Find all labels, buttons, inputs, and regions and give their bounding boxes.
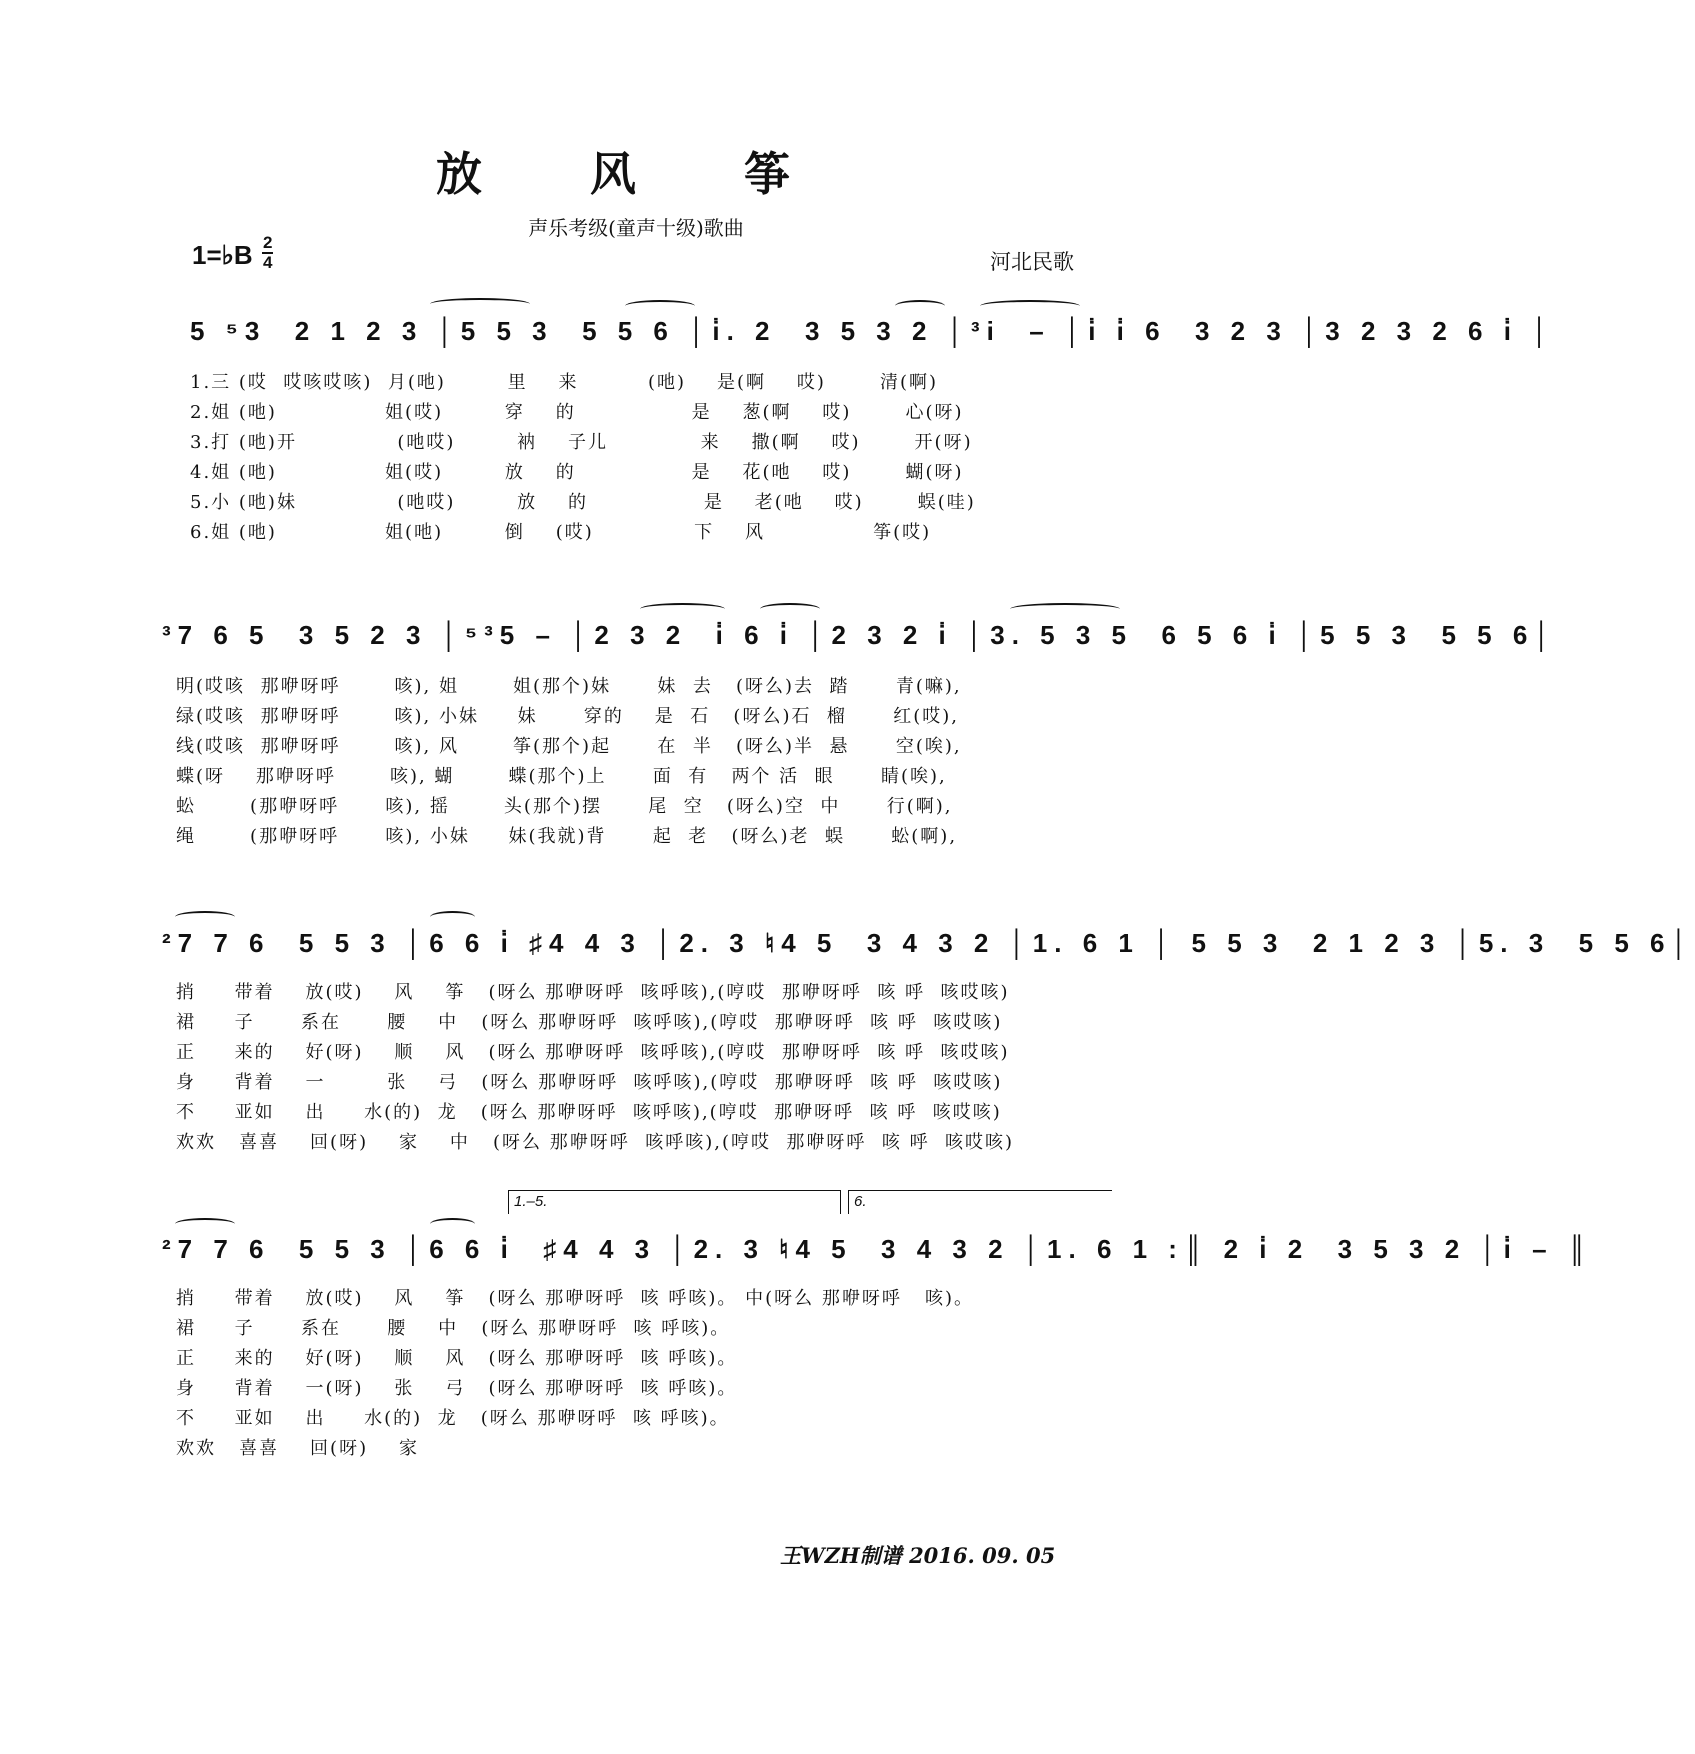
slur-arc (895, 300, 945, 312)
slur-arc (430, 911, 475, 923)
volta-1-bracket (508, 1190, 509, 1214)
volta-1-end (840, 1190, 841, 1214)
system-2-lyric-4: 蝶(呀 那咿呀呼 咳), 蝴 蝶(那个)上 面 有 两个 活 眼 睛(唉), (176, 766, 947, 787)
key-signature: 1=♭B (192, 240, 253, 270)
system-4-lyric-5: 不 亚如 出 水(的) 龙 (呀么 那咿呀呼 咳 呼咳)。 (176, 1408, 730, 1429)
slur-arc (430, 1218, 475, 1230)
system-4-lyric-1: 捎 带着 放(哎) 风 筝 (呀么 那咿呀呼 咳 呼咳)。 中(呀么 那咿呀呼 咳)。 (176, 1288, 975, 1309)
system-3-lyric-6: 欢欢 喜喜 回(呀) 家 中 (呀么 那咿呀呼 咳呼咳),(哼哎 那咿呀呼 咳 呼 咳哎咳) (176, 1132, 1015, 1153)
volta-2-line (848, 1190, 1112, 1191)
system-1-lyric-5: 5.小 (吔)妹 (吔哎) 放 的 是 老(吔 哎) 蜈(哇) (190, 492, 976, 513)
system-1-lyric-6: 6.姐 (吔) 姐(吔) 倒 (哎) 下 风 筝(哎) (190, 522, 932, 543)
system-4-lyric-3: 正 来的 好(呀) 顺 风 (呀么 那咿呀呼 咳 呼咳)。 (176, 1348, 738, 1369)
page-title: 放 风 筝 (435, 147, 837, 201)
slur-arc (175, 1218, 235, 1230)
system-2-lyric-3: 线(哎咳 那咿呀呼 咳), 风 筝(那个)起 在 半 (呀么)半 悬 空(唉), (176, 736, 962, 757)
time-signature-top: 2 (263, 233, 273, 252)
system-2-lyric-5: 蚣 (那咿呀呼 咳), 摇 头(那个)摆 尾 空 (呀么)空 中 行(啊), (176, 796, 953, 817)
system-3-lyric-3: 正 来的 好(呀) 顺 风 (呀么 那咿呀呼 咳呼咳),(哼哎 那咿呀呼 咳 呼 咳哎咳) (176, 1042, 1010, 1063)
time-signature-bottom: 4 (263, 253, 273, 272)
system-2-lyric-1: 明(哎咳 那咿呀呼 咳), 姐 姐(那个)妹 妹 去 (呀么)去 踏 青(嘛), (176, 676, 962, 697)
system-3-lyric-1: 捎 带着 放(哎) 风 筝 (呀么 那咿呀呼 咳呼咳),(哼哎 那咿呀呼 咳 呼 咳哎咳) (176, 982, 1010, 1003)
volta-1-line (508, 1190, 840, 1191)
volta-2-bracket (848, 1190, 849, 1214)
system-4-lyric-2: 裙 子 系在 腰 中 (呀么 那咿呀呼 咳 呼咳)。 (176, 1318, 731, 1339)
volta-1-label: 1.–5. (514, 1193, 548, 1210)
system-4-lyric-4: 身 背着 一(呀) 张 弓 (呀么 那咿呀呼 咳 呼咳)。 (176, 1378, 738, 1399)
system-2-lyric-6: 绳 (那咿呀呼 咳), 小妹 妹(我就)背 起 老 (呀么)老 蜈 蚣(啊), (176, 826, 958, 847)
slur-arc (175, 911, 235, 923)
system-3-notes: ²7 7 6 5 5 3 │6 6 i̇ ♯4 4 3 │2. 3 ♮4 5 3 4 3 2 │1. 6 1 │ 5 5 3 2 1 2 3 │5. 3 5 5 6│ (162, 928, 1695, 958)
slur-arc (760, 603, 820, 615)
slur-arc (640, 603, 725, 615)
slur-arc (1010, 603, 1120, 615)
slur-arc (625, 300, 695, 312)
system-1-notes: 5 ⁵3 2 1 2 3 │5 5 3 5 5 6 │i̇. 2 3 5 3 2 │³i – │i̇ i̇ 6 3 2 3 │3 2 3 2 6 i̇ │ (190, 316, 1556, 346)
system-1-lyric-1: 1.三 (哎 哎咳哎咳) 月(吔) 里 来 (吔) 是(啊 哎) 清(啊) (190, 372, 938, 393)
slur-arc (430, 298, 530, 310)
time-signature (262, 234, 273, 272)
credit: 王WZH制谱 2016. 09. 05 (780, 1543, 1056, 1568)
subtitle: 声乐考级(童声十级)歌曲 (528, 216, 744, 240)
system-1-lyric-3: 3.打 (吔)开 (吔哎) 衲 子儿 来 撒(啊 哎) 开(呀) (190, 432, 973, 453)
system-1-lyric-2: 2.姐 (吔) 姐(哎) 穿 的 是 葱(啊 哎) 心(呀) (190, 402, 964, 423)
slur-arc (980, 300, 1080, 312)
system-2-notes: ³7 6 5 3 5 2 3 │⁵³5 – │2 3 2 i̇ 6 i̇ │2 3 2 i̇ │3. 5 3 5 6 5 6 i̇ │5 5 3 5 5 6│ (162, 620, 1558, 650)
volta-2-label: 6. (854, 1193, 867, 1210)
system-3-lyric-5: 不 亚如 出 水(的) 龙 (呀么 那咿呀呼 咳呼咳),(哼哎 那咿呀呼 咳 呼 咳哎咳) (176, 1102, 1002, 1123)
system-3-lyric-2: 裙 子 系在 腰 中 (呀么 那咿呀呼 咳呼咳),(哼哎 那咿呀呼 咳 呼 咳哎咳) (176, 1012, 1003, 1033)
system-4-notes: ²7 7 6 5 5 3 │6 6 i̇ ♯4 4 3 │2. 3 ♮4 5 3 4 3 2 │1. 6 1 :║ 2 i̇ 2 3 5 3 2 │i̇ – ║ (162, 1234, 1594, 1264)
composer: 河北民歌 (990, 250, 1074, 274)
system-2-lyric-2: 绿(哎咳 那咿呀呼 咳), 小妹 妹 穿的 是 石 (呀么)石 榴 红(哎), (176, 706, 959, 727)
system-3-lyric-4: 身 背着 一 张 弓 (呀么 那咿呀呼 咳呼咳),(哼哎 那咿呀呼 咳 呼 咳哎咳) (176, 1072, 1003, 1093)
system-4-lyric-6: 欢欢 喜喜 回(呀) 家 (176, 1438, 419, 1459)
system-1-lyric-4: 4.姐 (吔) 姐(哎) 放 的 是 花(吔 哎) 蝴(呀) (190, 462, 964, 483)
